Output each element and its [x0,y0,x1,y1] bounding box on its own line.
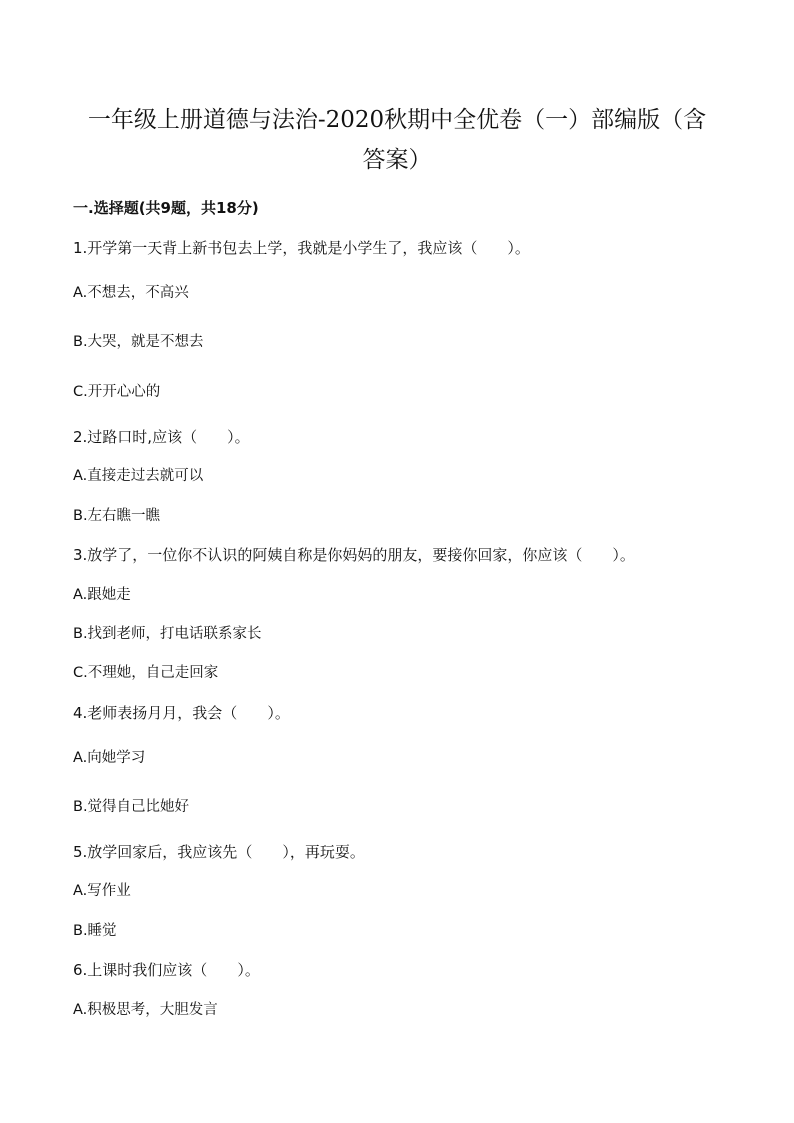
title-line-1: 一年级上册道德与法治-2020秋期中全优卷（一）部编版（含 [87,107,707,133]
question-1-option-c: C.开开心心的 [73,384,161,400]
question-1: 1.开学第一天背上新书包去上学，我就是小学生了，我应该（ ）。 [73,239,530,257]
question-6: 6.上课时我们应该（ ）。 [73,961,260,979]
question-1-option-a: A.不想去，不高兴 [73,285,189,301]
question-5-option-b: B.睡觉 [73,923,117,939]
question-5-option-a: A.写作业 [73,883,131,899]
question-4: 4.老师表扬月月，我会（ ）。 [73,704,290,722]
question-3: 3.放学了，一位你不认识的阿姨自称是你妈妈的朋友，要接你回家，你应该（ ）。 [73,546,635,564]
question-3-option-b: B.找到老师，打电话联系家长 [73,626,262,642]
question-4-option-b: B.觉得自己比她好 [73,799,190,815]
question-6-option-a: A.积极思考，大胆发言 [73,1002,218,1018]
question-4-option-a: A.向她学习 [73,750,146,766]
question-3-option-a: A.跟她走 [73,587,131,603]
section-heading: 一.选择题(共9题，共18分) [73,199,259,217]
title-line-2: 答案） [362,147,432,173]
question-3-option-c: C.不理她，自己走回家 [73,665,219,681]
document-title [60,100,734,180]
question-1-option-b: B.大哭，就是不想去 [73,334,204,350]
question-2-option-b: B.左右瞧一瞧 [73,508,161,524]
question-2-option-a: A.直接走过去就可以 [73,468,204,484]
question-2: 2.过路口时,应该（ ）。 [73,428,250,446]
question-5: 5.放学回家后，我应该先（ ），再玩耍。 [73,843,365,861]
